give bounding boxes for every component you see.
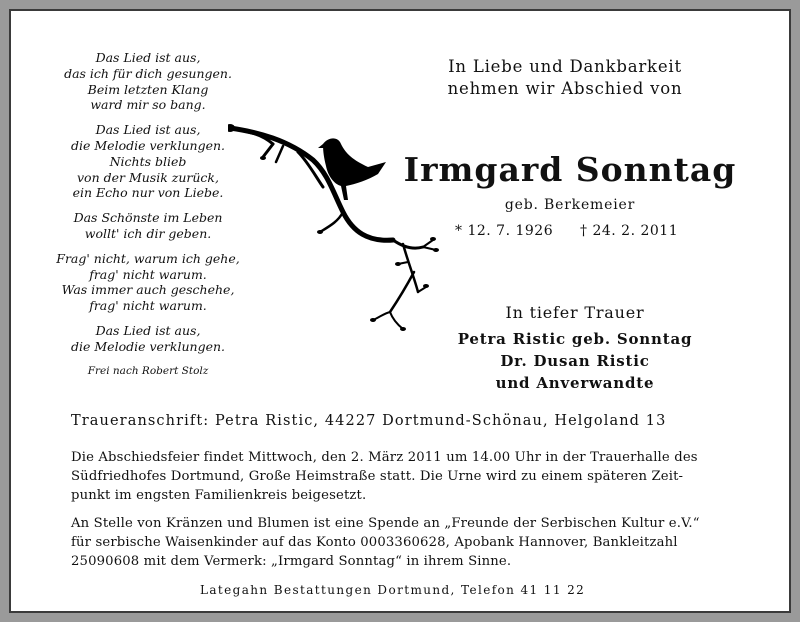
paragraph-line: An Stelle von Kränzen und Blumen ist eine Spende an „Freunde der Serbischen Kultur e.V.“ — [71, 516, 700, 531]
intro-text — [400, 56, 730, 100]
poem-line: ein Echo nur von Liebe. — [72, 185, 224, 201]
mourner-name: und Anverwandte — [495, 374, 655, 392]
paragraph-line: für serbische Waisenkinder auf das Konto 0003360628, Apobank Hannover, Bankleitzahl — [71, 535, 678, 550]
poem-line: die Melodie verklungen. — [71, 338, 225, 354]
mourners-list — [400, 328, 750, 394]
poem-stanza — [48, 122, 248, 201]
intro-line: nehmen wir Abschied von — [447, 79, 683, 98]
poem-line: Das Lied ist aus, — [95, 122, 201, 138]
poem-line: von der Musik zurück, — [77, 169, 219, 185]
paragraph-line: punkt im engsten Familienkreis beigesetzt. — [71, 488, 367, 503]
poem-attribution: Frei nach Robert Stolz — [87, 364, 209, 377]
paragraph-line: 25090608 mit dem Vermerk: „Irmgard Sonntag“ in ihrem Sinne. — [71, 554, 512, 569]
poem-line: frag' nicht warum. — [89, 266, 207, 282]
mourning-address: Traueranschrift: Petra Ristic, 44227 Dortmund-Schönau, Helgoland 13 — [71, 413, 667, 429]
poem-line: frag' nicht warum. — [89, 298, 207, 314]
intro-line: In Liebe und Dankbarkeit — [448, 57, 682, 76]
poem-stanza — [48, 251, 248, 314]
poem-stanza — [48, 50, 248, 113]
poem-line: wollt' ich dir geben. — [84, 225, 212, 241]
poem-stanza — [48, 323, 248, 355]
mourning-heading: In tiefer Trauer — [505, 303, 645, 322]
birth-date: * 12. 7. 1926 — [455, 223, 554, 239]
paragraph-line: Die Abschiedsfeier findet Mittwoch, den 2. März 2011 um 14.00 Uhr in der Trauerhalle des — [71, 450, 698, 465]
poem-line: Frag' nicht, warum ich gehe, — [56, 250, 240, 266]
poem-line: Nichts blieb — [109, 153, 187, 169]
poem-line: Was immer auch geschehe, — [61, 282, 235, 298]
poem-line: Das Schönste im Leben — [73, 210, 223, 226]
poem — [48, 50, 248, 379]
poem-line: Das Lied ist aus, — [95, 322, 201, 338]
death-date: † 24. 2. 2011 — [580, 223, 679, 239]
maiden-name: geb. Berkemeier — [504, 197, 636, 213]
funeral-home-footer: Lategahn Bestattungen Dortmund, Telefon 41 11 22 — [200, 583, 586, 597]
ceremony-paragraph — [71, 448, 731, 505]
donation-paragraph — [71, 514, 731, 571]
mourner-name: Dr. Dusan Ristic — [500, 352, 650, 370]
poem-line: Beim letzten Klang — [87, 81, 209, 97]
mourner-name: Petra Ristic geb. Sonntag — [457, 330, 693, 348]
poem-line: ward mir so bang. — [90, 97, 206, 113]
poem-line: die Melodie verklungen. — [71, 137, 225, 153]
paragraph-line: Südfriedhofes Dortmund, Große Heimstraße statt. Die Urne wird zu einem späteren Zeit- — [71, 469, 684, 484]
poem-stanza — [48, 210, 248, 242]
poem-line: Das Lied ist aus, — [95, 50, 201, 65]
poem-line: das ich für dich gesungen. — [64, 65, 232, 81]
deceased-name: Irmgard Sonntag — [403, 150, 737, 189]
